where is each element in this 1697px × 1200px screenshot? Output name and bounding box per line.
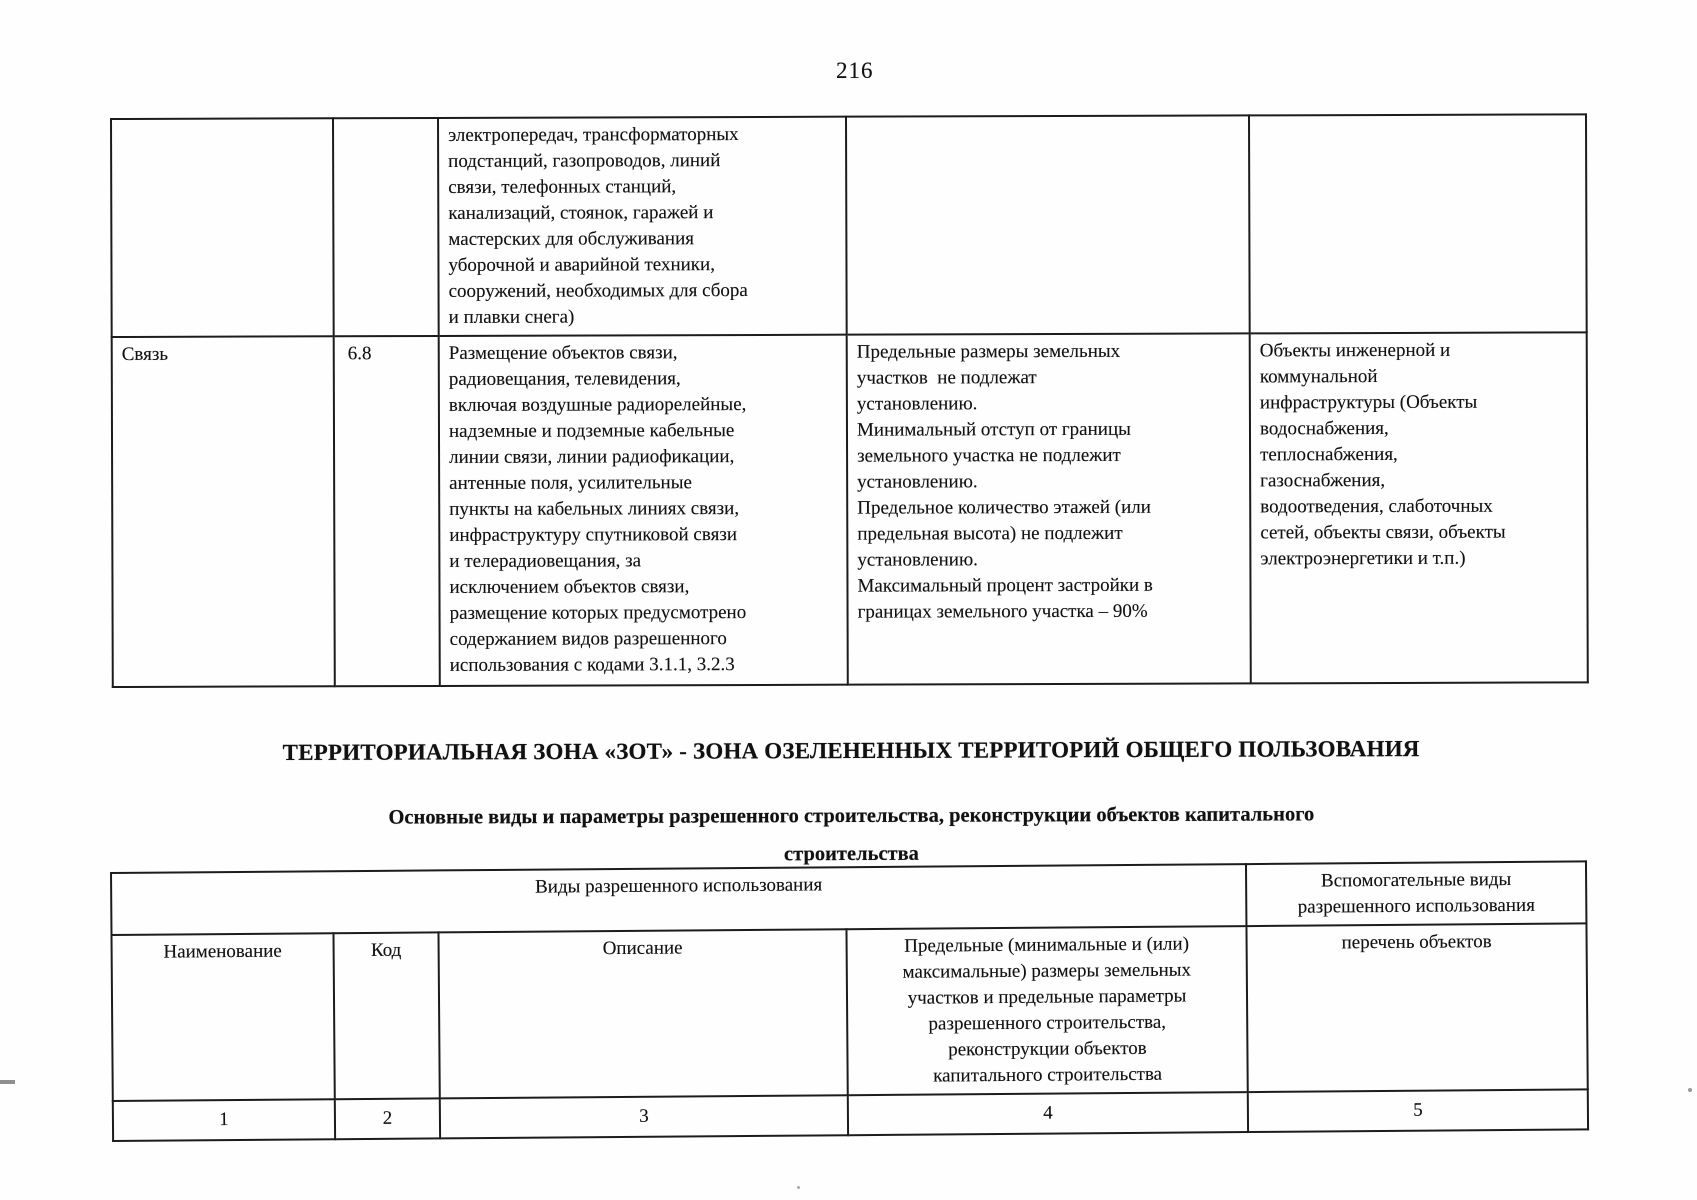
parameters-cell: Предельные размеры земельных участков не подлежат установлению. Минимальный отступ от границы земельного участка не подлежит установлению. Предельное количество этажей (или предельная высота) не подлежит установлению. Максимальный процент застройки в границах земельного участка – 90% xyxy=(847,333,1251,684)
parameters-cell xyxy=(846,115,1250,334)
scan-artifact-dot xyxy=(797,1186,800,1189)
land-use-table-zot xyxy=(110,860,1589,1142)
code-cell xyxy=(333,118,439,336)
description-cell: Размещение объектов связи, радиовещания, телевидения, включая воздушные радиорелейные, надземные и подземные кабельные линии связи, линии радиофикации, антенные поля, усилительные пункты на кабельных линиях связи, инфраструктуру спутниковой связи и телерадиовещания, за исключением объектов связи, размещение которых предусмотрено содержанием видов разрешенного использования с кодами 3.1.1, 3.2.3 xyxy=(439,335,848,686)
land-use-table-continued xyxy=(110,113,1589,688)
header-objects-cell: перечень объектов xyxy=(1246,923,1587,1092)
column-number-cell: 3 xyxy=(440,1095,848,1138)
scan-artifact-dot xyxy=(1688,1088,1692,1092)
objects-cell: Объекты инженерной и коммунальной инфраструктуры (Объекты водоснабжения, теплоснабжения, газоснабжения, водоотведения, слаботочных сетей, объекты связи, объекты электроэнергетики и т.п.) xyxy=(1250,332,1588,683)
table-row-svyaz xyxy=(112,332,1588,687)
header-code-cell: Код xyxy=(333,932,439,1099)
section-title: ТЕРРИТОРИАЛЬНАЯ ЗОНА «ЗОТ» - ЗОНА ОЗЕЛЕНЕННЫХ ТЕРРИТОРИЙ ОБЩЕГО ПОЛЬЗОВАНИЯ xyxy=(282,736,1420,765)
page-number: 216 xyxy=(836,58,874,83)
code-cell: 6.8 xyxy=(334,336,440,686)
header-description-cell: Описание xyxy=(438,929,847,1098)
group-header-main-cell: Виды разрешенного использования xyxy=(111,864,1246,935)
description-cell: электропередач, трансформаторных подстанций, газопроводов, линий связи, телефонных станций, канализаций, стоянок, гаражей и мастерских для обслуживания уборочной и аварийной техники, сооружений, необходимых для сбора и плавки снега) xyxy=(438,117,847,336)
column-number-cell: 2 xyxy=(335,1098,440,1139)
header-parameters-cell: Предельные (минимальные и (или) максимальные) размеры земельных участков и предельные параметры разрешенного строительства, реконструкции объектов капитального строительства xyxy=(846,926,1247,1095)
name-cell xyxy=(111,118,334,337)
header-name-cell: Наименование xyxy=(111,933,334,1101)
section-subtitle: Основные виды и параметры разрешенного строительства, реконструкции объектов капитального строительства xyxy=(388,803,1315,866)
scan-artifact-dash xyxy=(0,1080,15,1084)
column-number-cell: 1 xyxy=(113,1099,335,1141)
column-number-cell: 4 xyxy=(848,1092,1248,1135)
group-header-aux-cell: Вспомогательные виды разрешенного использования xyxy=(1246,861,1586,926)
column-header-row xyxy=(111,923,1587,1101)
column-number-cell: 5 xyxy=(1248,1089,1588,1132)
name-cell: Связь xyxy=(112,336,335,687)
table-row-continuation xyxy=(111,114,1587,337)
objects-cell xyxy=(1249,114,1587,333)
group-header-row xyxy=(111,861,1586,935)
